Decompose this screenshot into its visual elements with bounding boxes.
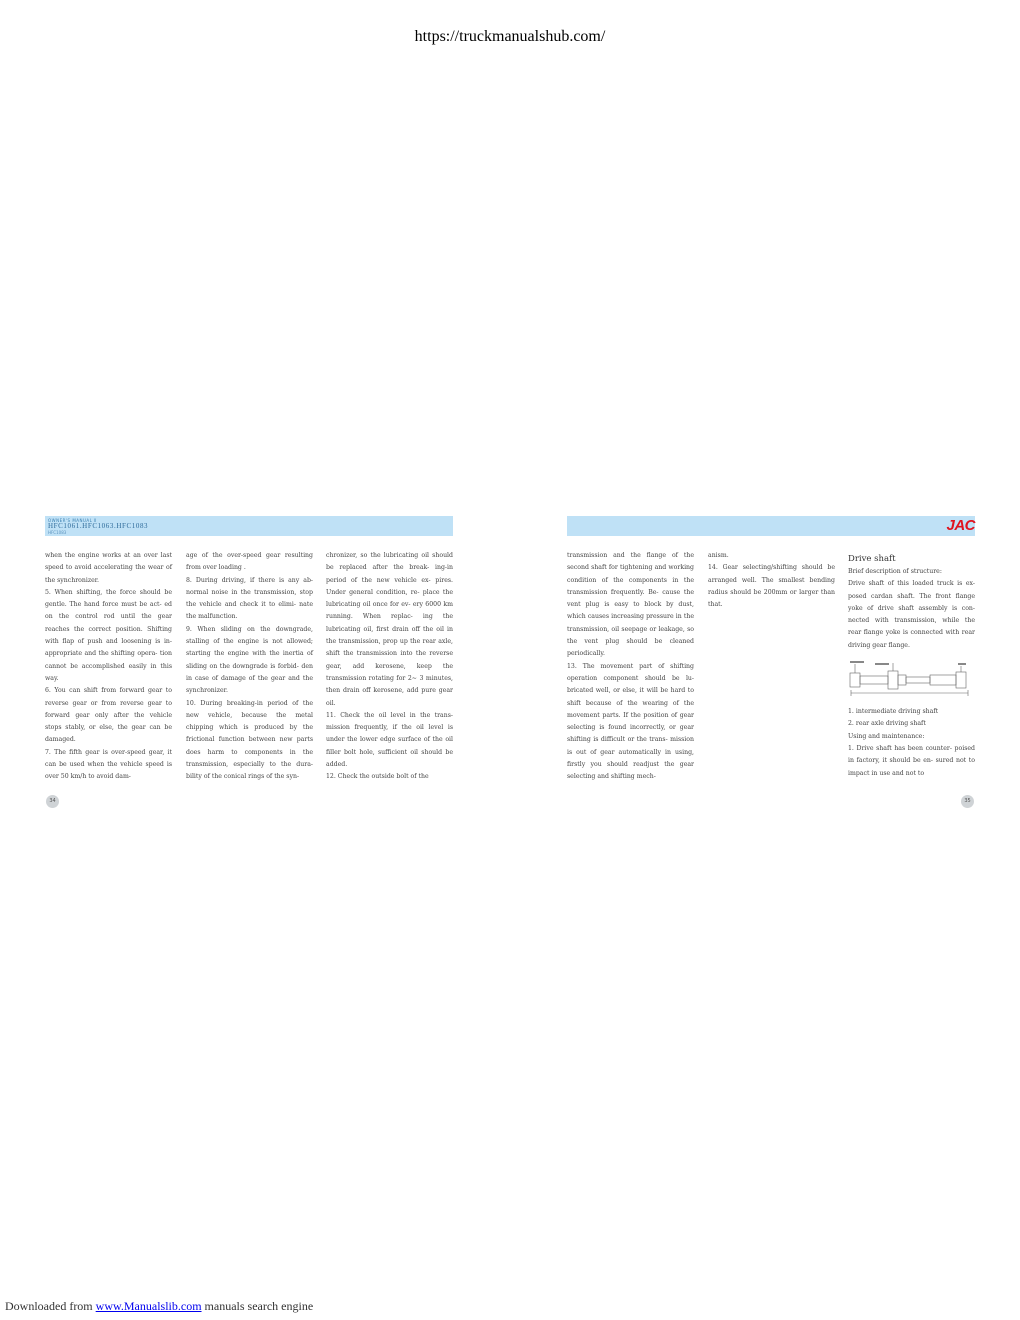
footer-suffix: manuals search engine — [201, 1299, 314, 1313]
callout-label-mark — [875, 663, 889, 665]
left-column-3 — [326, 550, 453, 784]
left-column-1 — [45, 550, 172, 784]
paragraph: 7. The fifth gear is over-speed gear, it can be used when the vehicle speed is over 50 km/h to avoid dam- — [45, 748, 172, 781]
paragraph: 10. During breaking-in period of the new vehicle, because the metal chipping which is produced by the frictional function between new parts does harm to components in the transmission, especially to the dura- bility of the conical rings of the syn- — [186, 699, 313, 781]
page-number: 34 — [46, 795, 59, 808]
callout-label-mark — [958, 663, 966, 665]
paragraph: 6. You can shift from forward gear to reverse gear or from reverse gear to forward gear only after the vehicle stops stably, or else, the gear can be damaged. — [45, 687, 172, 744]
paragraph: 8. During driving, if there is any ab- normal noise in the transmission, stop the vehicle and check it to elimi- nate the malfunction. — [186, 576, 313, 621]
right-column-3 — [848, 552, 975, 780]
paragraph: age of the over-speed gear resulting from over loading . — [186, 552, 313, 572]
left-column-2 — [186, 550, 313, 784]
spline-section — [906, 677, 930, 683]
subheading: Using and maintenance: — [848, 732, 925, 740]
manual-label: OWNER'S MANUAL Ⅱ — [48, 518, 97, 523]
download-footer — [5, 1299, 313, 1314]
page-number: 35 — [961, 795, 974, 808]
right-page — [567, 516, 975, 812]
center-bearing — [888, 671, 898, 689]
footer-prefix: Downloaded from — [5, 1299, 96, 1313]
paragraph: chronizer, so the lubricating oil should be replaced after the break- ing-in period of the new vehicle ex- pires. Under general condition, re- place the lubricating oil once for ev- ery 6000 km running. When replac- ing the lubricating oil, first drain off the oil in the transmission, prop up the rear axle, shift the transmission into the reverse gear, add kerosene, keep the transmission rotating for 2~ 3 minutes, then drain off kerosene, add pure gear oil. — [326, 552, 453, 707]
section-title: Drive shaft — [848, 554, 896, 564]
drive-shaft-figure — [848, 658, 975, 700]
paragraph: Drive shaft of this loaded truck is ex- posed cardan shaft. The front flange yoke of drive shaft assembly is con- nected with transmission, while the rear flange yoke is connected with rear driving gear flange. — [848, 580, 975, 649]
paragraph: 12. Check the outside bolt of the — [326, 773, 429, 781]
paragraph: anism. — [708, 552, 729, 559]
subheading: Brief description of structure: — [848, 568, 942, 575]
figure-label: 2. rear axle driving shaft — [848, 720, 926, 728]
slip-joint — [898, 675, 906, 685]
paragraph: 14. Gear selecting/shifting should be arranged well. The smallest bending radius should be 200mm or larger than that. — [708, 564, 835, 609]
paragraph: 5. When shifting, the force should be gentle. The hand force must be act- ed on the control rod until the gear reaches the correct position. Shifting with flap of push and loosening is in- appropriate and the shifting opera- tion cannot be accomplished easily in this way. — [45, 588, 172, 682]
drive-shaft-diagram — [848, 658, 975, 700]
front-flange-yoke — [850, 673, 860, 687]
paragraph: 13. The movement part of shifting operation component should be lu- bricated well, or else, it will be hard to shift because of the wearing of the movement parts. If the position of gear selecting is found incorrectly, or gear shifting is difficult or the trans- mission is out of gear automatically in using, firstly you should readjust the gear selecting and shifting mech- — [567, 662, 694, 781]
rear-shaft-tube — [930, 675, 956, 685]
source-url: https://truckmanualshub.com/ — [414, 28, 606, 45]
model-numbers: HFC1061.HFC1063.HFC1083 — [48, 522, 149, 530]
paragraph: 11. Check the oil level in the trans- mission frequently, if the oil level is under the lower edge surface of the oil filler bolt hole, sufficient oil should be added. — [326, 711, 453, 769]
callout-label-mark — [850, 661, 864, 663]
manualslib-link[interactable]: www.Manualslib.com — [95, 1299, 202, 1313]
paragraph: when the engine works at an over last speed to avoid accelerating the wear of the synchronizer. — [45, 552, 172, 584]
rear-flange-yoke — [956, 672, 966, 688]
paragraph: 1. Drive shaft has been counter- poised in factory, it should be en- sured not to impact in use and not to — [848, 744, 975, 777]
intermediate-shaft-tube — [860, 676, 888, 684]
right-header-band — [567, 516, 975, 536]
right-column-1 — [567, 550, 694, 784]
left-page — [45, 516, 453, 812]
left-header-band — [45, 516, 453, 536]
paragraph: 9. When sliding on the downgrade, stalling of the engine is not allowed; starting the engine with the inertia of sliding on the downgrade is forbid- den in case of damage of the gear and the synchronizer. — [186, 625, 313, 695]
jac-logo: JAC — [946, 517, 975, 534]
paragraph: transmission and the flange of the second shaft for tightening and working condition of the components in the transmission frequently. Be- cause the vent plug is easy to block by dust, which causes increasing pressure in the transmission, oil seepage or leakage, so the vent plug should be cleaned periodically. — [567, 552, 694, 658]
figure-label: 1. intermediate driving shaft — [848, 708, 939, 716]
header-sub-label: HFC1083 — [48, 530, 67, 535]
right-column-2 — [708, 550, 835, 611]
